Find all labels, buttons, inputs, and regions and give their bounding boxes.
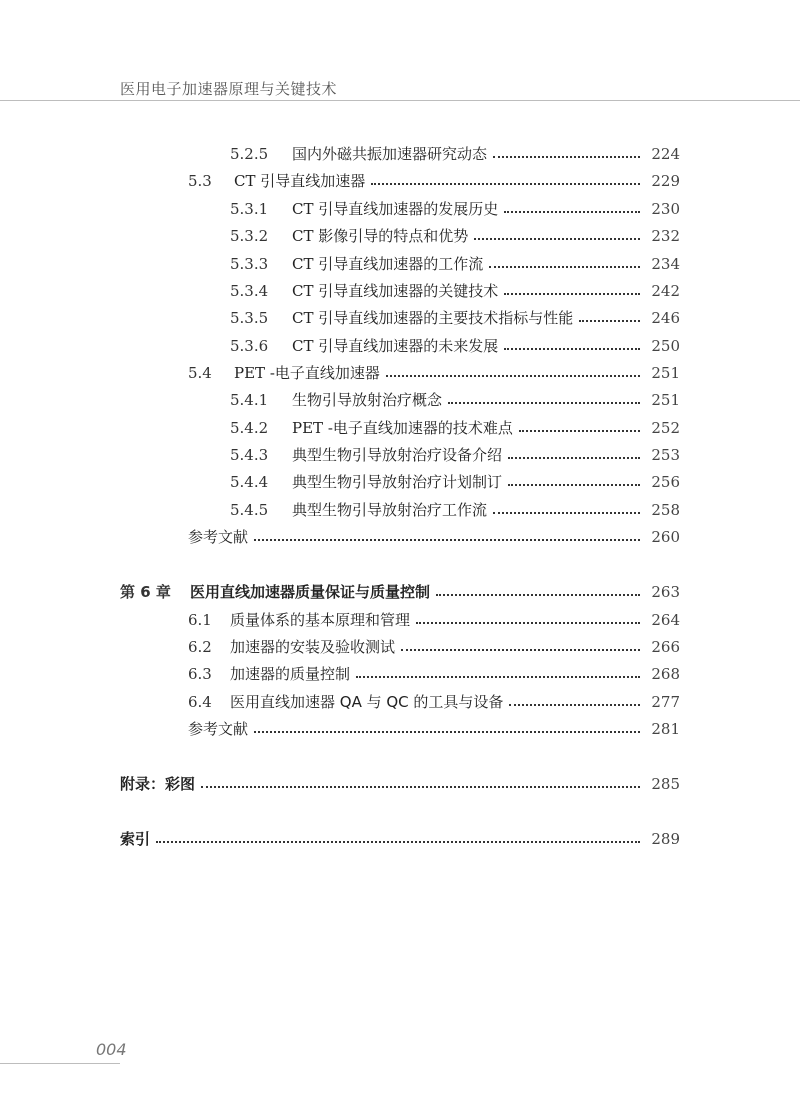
toc-entry-number: 5.4.5 [230,501,269,519]
toc-entry-5-3[interactable] [0,165,800,191]
leader-dots [254,731,640,733]
toc-entry-page: 281 [651,720,680,738]
toc-entry-page: 232 [651,227,680,245]
toc-entry-page: 230 [651,200,680,218]
toc-entry-6-4[interactable] [0,686,800,712]
toc-entry-title: 参考文献 [188,528,249,546]
leader-dots [509,704,640,706]
toc-entry-5-3-3[interactable] [0,248,800,274]
toc-entry-title: 附录：彩图 [120,775,196,793]
toc-entry-page: 260 [651,528,680,546]
toc-entry-5-4-5[interactable] [0,494,800,520]
toc-entry-number: 6.1 [188,611,212,629]
toc-entry-5-4-4[interactable] [0,466,800,492]
toc-entry-page: 242 [651,282,680,300]
toc-entry-number: 5.4 [188,364,212,382]
toc-entry-number: 5.4.4 [230,473,269,491]
toc-entry-page: 268 [651,665,680,683]
leader-dots [508,457,640,459]
leader-dots [504,211,640,213]
leader-dots [504,348,640,350]
toc-entry-title: 国内外磁共振加速器研究动态 [292,145,488,163]
toc-entry-page: 246 [651,309,680,327]
toc-entry-6-1[interactable] [0,604,800,630]
toc-entry-title: CT 引导直线加速器的工作流 [292,255,484,273]
leader-dots [489,266,640,268]
toc-entry-5-3-2[interactable] [0,220,800,246]
toc-entry-page: 252 [651,419,680,437]
toc-entry-page: 256 [651,473,680,491]
toc-entry-number: 6.2 [188,638,212,656]
leader-dots [508,484,640,486]
toc-entry-number: 5.3.3 [230,255,269,273]
toc-entry-5-3-6[interactable] [0,330,800,356]
toc-entry-chapter-6[interactable] [0,576,800,602]
toc-entry-page: 250 [651,337,680,355]
leader-dots [474,238,640,240]
toc-entry-5-3-1[interactable] [0,193,800,219]
leader-dots [436,594,640,596]
toc-entry-page: 263 [651,583,680,601]
toc-entry-appendix[interactable] [0,768,800,794]
leader-dots [386,375,640,377]
leader-dots [519,430,640,432]
leader-dots [201,786,640,788]
toc-entry-title: 加速器的质量控制 [230,665,351,683]
toc-chapter-number: 第 6 章 [120,583,171,601]
toc-entry-page: 224 [651,145,680,163]
toc-entry-title: 质量体系的基本原理和管理 [230,611,411,629]
toc-entry-number: 5.4.3 [230,446,269,464]
toc-entry-page: 258 [651,501,680,519]
toc-entry-number: 5.2.5 [230,145,269,163]
toc-entry-title: CT 影像引导的特点和优势 [292,227,469,245]
toc-entry-5-4[interactable] [0,357,800,383]
toc-entry-references-ch5[interactable] [0,521,800,547]
toc-entry-title: CT 引导直线加速器的主要技术指标与性能 [292,309,574,327]
leader-dots [493,512,640,514]
toc-entry-number: 5.3.2 [230,227,269,245]
toc-entry-number: 5.3 [188,172,212,190]
leader-dots [401,649,640,651]
toc-entry-page: 289 [651,830,680,848]
leader-dots [579,320,640,322]
toc-entry-title: PET -电子直线加速器的技术难点 [292,419,513,437]
leader-dots [493,156,640,158]
footer-rule [0,1063,120,1064]
toc-entry-title: CT 引导直线加速器的发展历史 [292,200,499,218]
toc-entry-title: CT 引导直线加速器 [234,172,366,190]
toc-entry-title: 索引 [120,830,151,848]
toc-entry-number: 6.4 [188,693,212,711]
toc-entry-page: 251 [651,364,680,382]
toc-entry-5-4-3[interactable] [0,439,800,465]
toc-entry-5-4-2[interactable] [0,412,800,438]
toc-entry-title: 参考文献 [188,720,249,738]
leader-dots [416,622,640,624]
toc-entry-6-2[interactable] [0,631,800,657]
toc-entry-number: 5.3.4 [230,282,269,300]
page-number: 004 [96,1040,127,1059]
toc-entry-5-2-5[interactable] [0,138,800,164]
leader-dots [504,293,640,295]
toc-entry-5-4-1[interactable] [0,384,800,410]
toc-entry-page: 229 [651,172,680,190]
toc-entry-5-3-4[interactable] [0,275,800,301]
leader-dots [371,183,640,185]
toc-entry-number: 5.4.1 [230,391,269,409]
running-head: 医用电子加速器原理与关键技术 [120,80,338,98]
toc-entry-title: CT 引导直线加速器的未来发展 [292,337,499,355]
toc-entry-title: 生物引导放射治疗概念 [292,391,443,409]
toc-entry-references-ch6[interactable] [0,713,800,739]
toc-entry-number: 6.3 [188,665,212,683]
toc-entry-index[interactable] [0,823,800,849]
toc-entry-title: 典型生物引导放射治疗工作流 [292,501,488,519]
toc-entry-title: 典型生物引导放射治疗设备介绍 [292,446,503,464]
toc-entry-page: 234 [651,255,680,273]
toc-entry-title: 医用直线加速器质量保证与质量控制 [190,583,431,601]
toc-entry-title: CT 引导直线加速器的关键技术 [292,282,499,300]
toc-entry-title: PET -电子直线加速器 [234,364,380,382]
toc-entry-title: 医用直线加速器 QA 与 QC 的工具与设备 [230,693,504,711]
leader-dots [254,539,640,541]
toc-entry-page: 266 [651,638,680,656]
toc-entry-5-3-5[interactable] [0,302,800,328]
leader-dots [156,841,640,843]
toc-entry-number: 5.4.2 [230,419,269,437]
toc-entry-6-3[interactable] [0,658,800,684]
toc-entry-page: 285 [651,775,680,793]
toc-entry-page: 253 [651,446,680,464]
toc-entry-page: 251 [651,391,680,409]
leader-dots [356,676,640,678]
toc-entry-number: 5.3.6 [230,337,269,355]
toc-entry-number: 5.3.1 [230,200,269,218]
toc-entry-title: 典型生物引导放射治疗计划制订 [292,473,503,491]
toc-entry-title: 加速器的安装及验收测试 [230,638,396,656]
toc-entry-page: 277 [651,693,680,711]
toc-entry-page: 264 [651,611,680,629]
toc-entry-number: 5.3.5 [230,309,269,327]
leader-dots [448,402,640,404]
